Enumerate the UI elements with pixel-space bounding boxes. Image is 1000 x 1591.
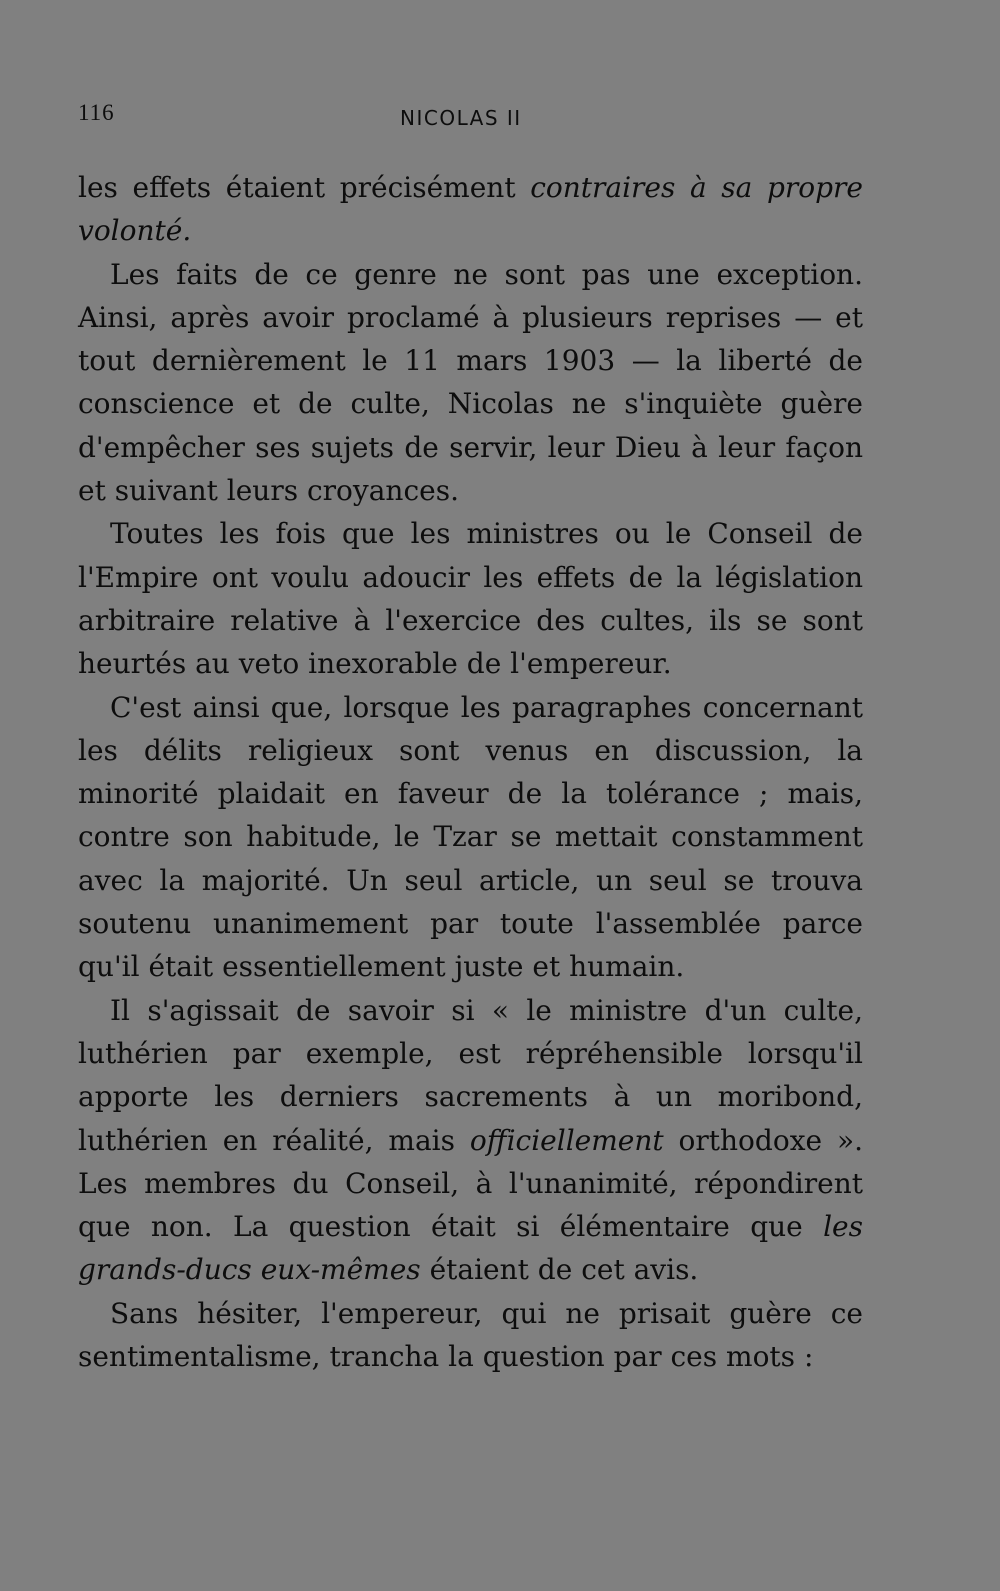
page-number: 116	[78, 100, 115, 125]
text-segment: Les faits de ce genre ne sont pas une exception. Ainsi, après avoir proclamé à plusieurs reprises — et tout dernièrement le 11 mars 1903 — la liberté de conscience et de culte, Nicolas ne s'inquiète guère d'empêcher ses sujets de servir, leur Dieu à leur façon et suivant leurs croyances.	[78, 257, 863, 508]
text-segment: les effets étaient précisément	[78, 171, 531, 204]
italic-segment: officiellement	[469, 1123, 664, 1157]
body-text	[78, 166, 863, 1378]
paragraph	[78, 686, 863, 989]
text-segment: étaient de cet avis.	[420, 1253, 699, 1287]
text-segment: Il s'agissait de savoir si « le ministre d'un culte, luthérien par exemple, est répréhensible lorsqu'il apporte les derniers sacrements à un moribond, luthérien en réalité, mais	[78, 993, 863, 1157]
text-segment: C'est ainsi que, lorsque les paragraphes concernant les délits religieux sont venus en discussion, la minorité plaidait en faveur de la tolérance ; mais, contre son habitude, le Tzar se mettait constamment avec la majorité. Un seul article, un seul se trouva soutenu unanimement par toute l'assemblée parce qu'il était essentiellement juste et humain.	[78, 690, 863, 984]
running-title: NICOLAS II	[400, 106, 522, 130]
italic-segment: les grands-ducs eux-mêmes	[78, 1210, 863, 1287]
paragraph	[78, 989, 863, 1292]
paragraph	[78, 253, 863, 513]
paragraph	[78, 1292, 863, 1379]
italic-segment: contraires à sa propre volonté.	[78, 171, 864, 248]
text-segment: Sans hésiter, l'empereur, qui ne prisait guère ce sentimentalisme, trancha la question par ces mots :	[78, 1296, 863, 1374]
paragraph	[78, 166, 863, 253]
page-header	[78, 100, 863, 140]
text-segment: Toutes les fois que les ministres ou le Conseil de l'Empire ont voulu adoucir les effets de la législation arbitraire relative à l'exercice des cultes, ils se sont heurtés au veto inexorable de l'empereur.	[78, 517, 863, 681]
text-segment: orthodoxe ». Les membres du Conseil, à l'unanimité, répondirent que non. La question était si élémentaire que	[78, 1123, 863, 1244]
paragraph	[78, 512, 863, 685]
